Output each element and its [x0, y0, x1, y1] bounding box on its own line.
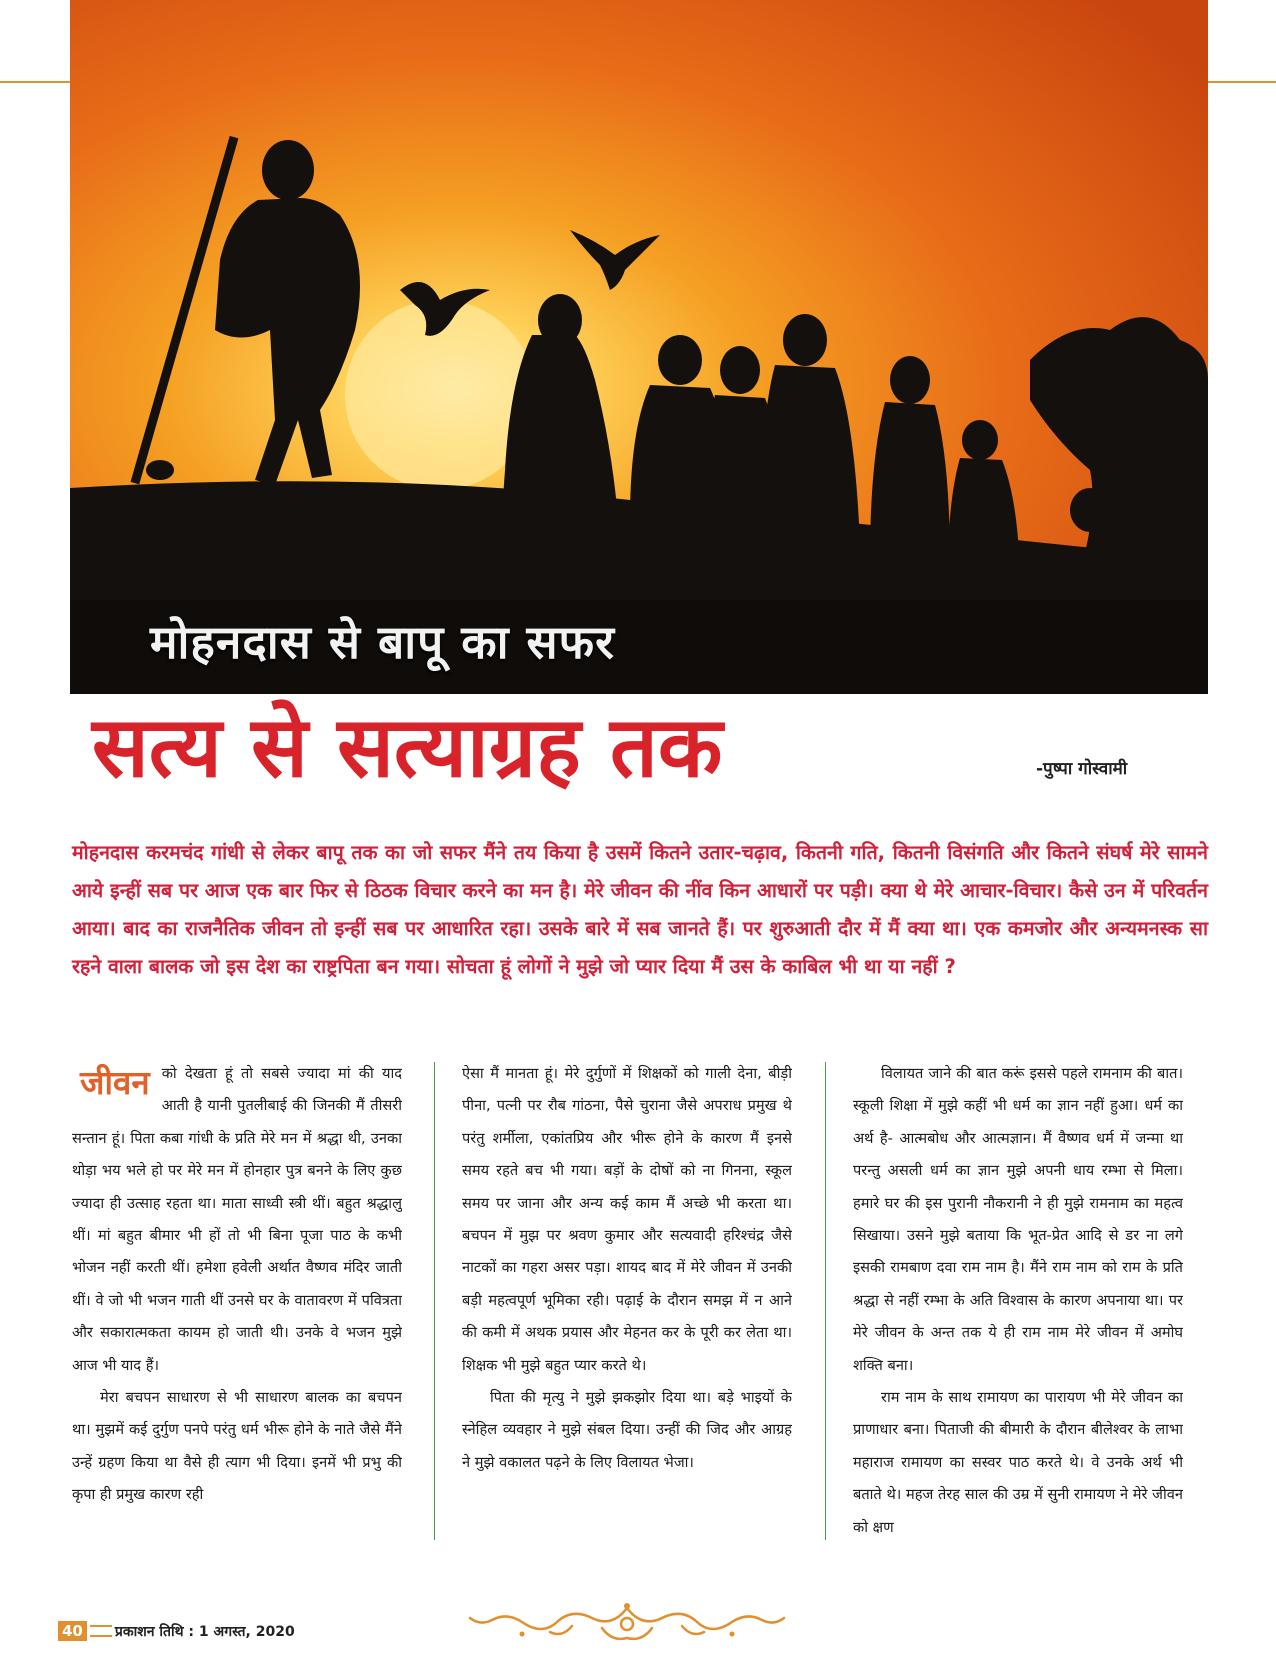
page-number: 40: [58, 1621, 87, 1641]
article-main-title: सत्य से सत्याग्रह तक: [92, 697, 723, 796]
hero-title: मोहनदास से बापू का सफर: [150, 615, 615, 669]
column-2-paragraph-1: ऐसा मैं मानता हूं। मेरे दुर्गुणों में शिक्षकों को गाली देना, बीड़ी पीना, पत्नी पर रौब गांठना, पैसे चुराना जैसे अपराध प्रमुख थे परंतु शर्मीला, एकांतप्रिय और भीरू होने के कारण मैं इनसे समय रहते बच भी गया। बड़ों के दोषों को ना गिनना, स्कूल समय पर जाना और अन्य कई काम मैं अच्छे भी करता था। बचपन में मुझ पर श्रवण कुमार और सत्यवादी हरिश्चंद्र जैसे नाटकों का गहरा असर पड़ा। शायद बाद में मेरे जीवन में उनकी बड़ी महत्वपूर्ण भूमिका रही। पढ़ाई के दौरान समझ में न आने की कमी में अथक प्रयास और मेहनत कर के पूरी कर लेता था। शिक्षक भी मुझे बहुत प्यार करते थे।: [462, 1065, 792, 1374]
page-footer: [58, 1620, 295, 1642]
right-edge-rule: [1208, 81, 1276, 83]
column-3-paragraph-1: विलायत जाने की बात करूं इससे पहले रामनाम की बात। स्कूली शिक्षा में मुझे कहीं भी धर्म का ज्ञान नहीं हुआ। धर्म का अर्थ है- आत्मबोध और आत्मज्ञान। मैं वैष्णव धर्म में जन्मा था परन्तु असली धर्म का ज्ञान मुझे अपनी धाय रम्भा से मिला। हमारे घर की इस पुरानी नौकरानी ने ही मुझे रामनाम का महत्व सिखाया। उसने मुझे बताया कि भूत-प्रेत आदि से डर ना लगे इसकी रामबाण दवा राम नाम है। मैंने राम नाम को राम के प्रति श्रद्धा से नहीं रम्भा के अति विश्वास के कारण अपनाया था। पर मेरे जीवन के अन्त तक ये ही राम नाम मेरे जीवन में अमोघ शक्ति बना।: [853, 1065, 1183, 1374]
body-column-2: [462, 1058, 792, 1543]
article-intro: [72, 834, 1208, 986]
body-column-1: [72, 1058, 402, 1543]
column-1-paragraph-2: मेरा बचपन साधारण से भी साधारण बालक का बचपन था। मुझमें कई दुर्गुण पनपे परंतु धर्म भीरू होने के नाते जैसे मैंने उन्हें ग्रहण किया था वैसे ही त्याग भी दिया। इनमें भी प्रभु की कृपा ही प्रमुख कारण रही: [72, 1389, 402, 1504]
column-divider-2: [825, 1062, 826, 1540]
hero-illustration: [70, 0, 1208, 694]
author-byline: -पुष्पा गोस्वामी: [1036, 759, 1128, 779]
decorative-ornament-icon: [462, 1598, 792, 1646]
publication-date: प्रकाशन तिथि : 1 अगस्त, 2020: [114, 1623, 295, 1640]
left-edge-rule: [0, 81, 70, 83]
body-column-3: [853, 1058, 1183, 1543]
sunset-silhouette-image: [70, 0, 1208, 694]
column-2-paragraph-2: पिता की मृत्यु ने मुझे झकझोर दिया था। बड़े भाइयों के स्नेहिल व्यवहार ने मुझे संबल दिया। उन्हीं की जिद और आग्रह ने मुझे वकालत पढ़ने के लिए विलायत भेजा।: [462, 1389, 792, 1471]
intro-paragraph: मोहनदास करमचंद गांधी से लेकर बापू तक का जो सफर मैंने तय किया है उसमें कितने उतार-चढ़ाव, कितनी गति, कितनी विसंगति और कितने संघर्ष मेरे सामने आये इन्हीं सब पर आज एक बार फिर से ठिठक विचार करने का मन है। मेरे जीवन की नींव किन आधारों पर पड़ी। क्या थे मेरे आचार-विचार। कैसे उन में परिवर्तन आया। बाद का राजनैतिक जीवन तो इन्हीं सब पर आधारित रहा। उसके बारे में सब जानते हैं। पर शुरुआती दौर में मैं क्या था। एक कमजोर और अन्यमनस्क सा रहने वाला बालक जो इस देश का राष्ट्रपिता बन गया। सोचता हूं लोगों ने मुझे जो प्यार दिया मैं उस के काबिल भी था या नहीं ?: [72, 841, 1208, 978]
column-paragraph: [72, 1058, 402, 1382]
column-divider-1: [434, 1062, 435, 1540]
drop-word: जीवन: [80, 1063, 150, 1102]
column-1-paragraph-1-text: को देखता हूं तो सबसे ज्यादा मां की याद आती है यानी पुतलीबाई की जिनकी मैं तीसरी सन्तान हूं। पिता कबा गांधी के प्रति मेरे मन में श्रद्धा थी, उनका थोड़ा भय भले हो पर मेरे मन में होनहार पुत्र बनने के लिए कुछ ज्यादा ही उत्साह रहता था। माता साध्वी स्त्री थीं। बहुत श्रद्धालु थीं। मां बहुत बीमार भी हों तो भी बिना पूजा पाठ के कभी भोजन नहीं करती थीं। हमेशा हवेली अर्थात वैष्णव मंदिर जाती थीं। वे जो भी भजन गाती थीं उनसे घर के वातावरण में पवित्रता और सकारात्मकता कायम हो जाती थी। उनके वे भजन मुझे आज भी याद हैं।: [72, 1065, 402, 1374]
column-3-paragraph-2: राम नाम के साथ रामायण का पारायण भी मेरे जीवन का प्राणाधार बना। पिताजी की बीमारी के दौरान बीलेश्वर के लाभा महाराज रामायण का सस्वर पाठ करते थे। वे उनके अर्थ भी बताते थे। महज तेरह साल की उम्र में सुनी रामायण ने मेरे जीवन को क्षण: [853, 1389, 1183, 1536]
publication-logo-icon: [90, 1625, 112, 1637]
